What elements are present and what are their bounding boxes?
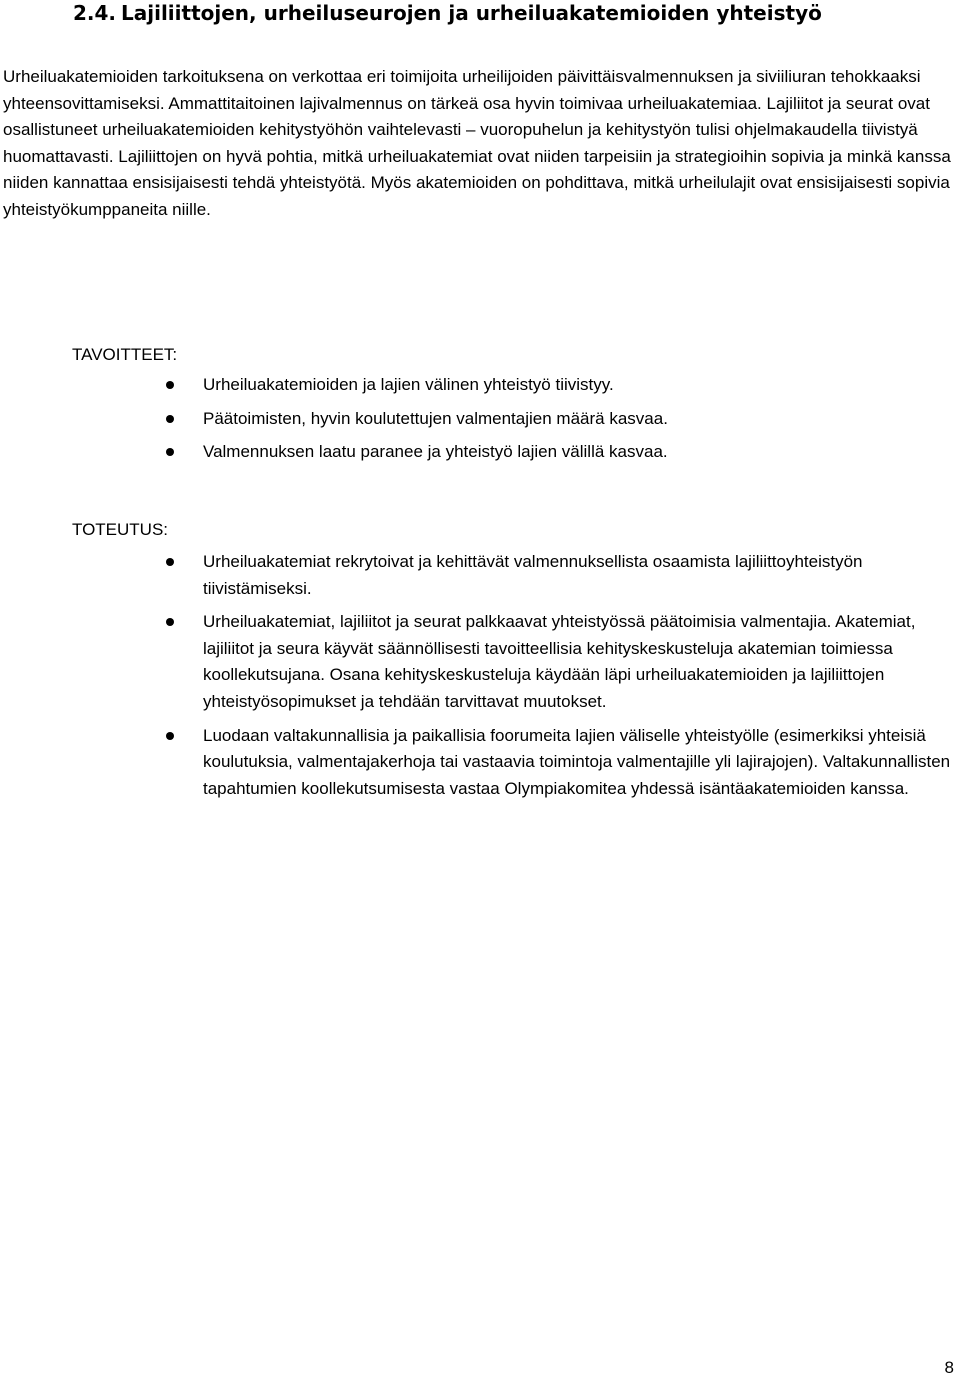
list-item	[72, 406, 958, 433]
list-item	[72, 609, 958, 715]
goal-text: Valmennuksen laatu paranee ja yhteistyö lajien välillä kasvaa.	[203, 442, 668, 462]
actions-label: TOTEUTUS:	[72, 520, 169, 539]
bullet-icon	[166, 732, 174, 740]
bullet-icon	[166, 415, 174, 423]
goal-text: Urheiluakatemioiden ja lajien välinen yhteistyö tiivistyy.	[203, 375, 614, 394]
bullet-icon	[166, 448, 174, 456]
action-text: Urheiluakatemiat rekrytoivat ja kehittävät valmennuksellista osaamista lajiliittoyhteistyön tiivistämiseksi.	[203, 552, 863, 598]
goal-text: Päätoimisten, hyvin koulutettujen valmentajien määrä kasvaa.	[203, 408, 668, 428]
list-item	[72, 723, 958, 803]
list-item	[72, 372, 958, 399]
list-item	[72, 439, 958, 466]
section-number: 2.4.	[73, 1, 117, 25]
page-number: 8	[944, 1358, 954, 1377]
section-heading	[73, 0, 822, 26]
goals-label: TAVOITTEET:	[72, 345, 178, 364]
bullet-icon	[166, 558, 174, 566]
section-title: Lajiliittojen, urheiluseurojen ja urheiluakatemioiden yhteistyö	[121, 1, 822, 25]
goals-list	[72, 372, 958, 473]
bullet-icon	[166, 381, 174, 389]
actions-list	[72, 549, 958, 809]
bullet-icon	[166, 618, 174, 626]
action-text: Luodaan valtakunnallisia ja paikallisia foorumeita lajien väliselle yhteistyölle (esimerkiksi yhteisiä koulutuksia, valmentajakerhoja tai vastaavia toimintoja valmentajille yli lajirajojen). Valtakunnallisten tapahtumien koollekutsumisesta vastaa Olympiakomitea yhdessä isäntäakatemioiden kanssa.	[203, 725, 951, 798]
action-text: Urheiluakatemiat, lajiliitot ja seurat palkkaavat yhteistyössä päätoimisia valmentajia. Akatemiat, lajiliitot ja seura käyvät säännöllisesti tavoitteellisia kehityskeskusteluja akatemian toimiessa koollekutsujana. Osana kehityskeskusteluja käydään läpi urheiluakatemioiden ja lajiliittojen yhteistyösopimukset ja tehdään tarvittavat muutokset.	[203, 612, 916, 711]
intro-paragraph: Urheiluakatemioiden tarkoituksena on verkottaa eri toimijoita urheilijoiden päivittäisvalmennuksen ja siviiliuran tehokkaaksi yhteensovittamiseksi. Ammattitaitoinen lajivalmennus on tärkeä osa hyvin toimivaa urheiluakatemiaa. Lajiliitot ja seurat ovat osallistuneet urheiluakatemioiden kehitystyöhön vaihtelevasti – vuoropuhelun ja kehitystyön tulisi ohjelmakaudella tiivistyä huomattavasti. Lajiliittojen on hyvä pohtia, mitkä urheiluakatemiat ovat niiden tarpeisiin ja strategioihin sopivia ja minkä kanssa niiden kannattaa ensisijaisesti tehdä yhteistyötä. Myös akatemioiden on pohdittava, mitkä urheilulajit ovat ensisijaisesti sopivia yhteistyökumppaneita niille.	[3, 67, 951, 219]
list-item	[72, 549, 958, 602]
